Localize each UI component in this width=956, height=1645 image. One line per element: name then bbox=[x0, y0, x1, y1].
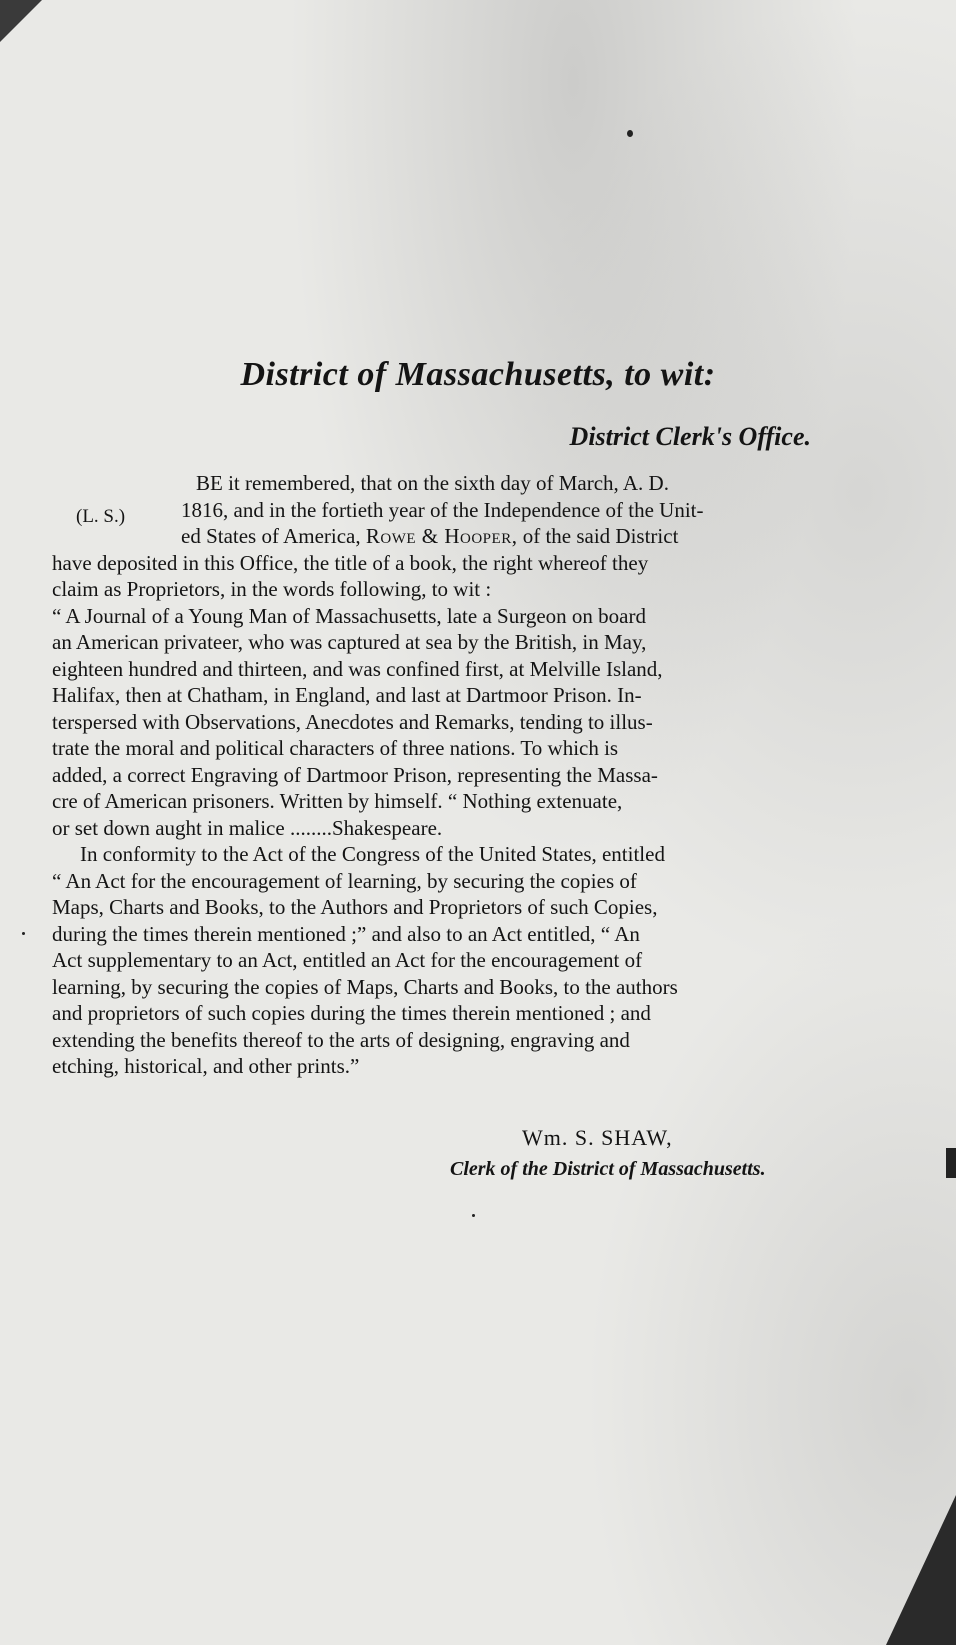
text-line: In conformity to the Act of the Congress of the United States, entitled bbox=[80, 842, 665, 866]
text-line: or set down aught in malice ........Shakespeare. bbox=[52, 816, 443, 840]
text-line: an American privateer, who was captured at sea by the British, in May, bbox=[52, 630, 647, 654]
text-line: terspersed with Observations, Anecdotes and Remarks, tending to illus- bbox=[52, 710, 653, 734]
text-line: during the times therein mentioned ;” and also to an Act entitled, “ An bbox=[52, 922, 640, 946]
text-line: eighteen hundred and thirteen, and was confined first, at Melville Island, bbox=[52, 657, 663, 681]
text-line: trate the moral and political characters of three nations. To which is bbox=[52, 736, 619, 760]
ink-speck bbox=[22, 932, 25, 935]
office-heading: District Clerk's Office. bbox=[569, 422, 811, 451]
text-line bbox=[181, 523, 678, 549]
text-line: 1816, and in the fortieth year of the Independence of the Unit- bbox=[181, 498, 704, 522]
ink-speck bbox=[472, 1214, 475, 1217]
page-corner-shadow bbox=[886, 1495, 956, 1645]
signer-name: Wm. S. SHAW, bbox=[522, 1125, 673, 1150]
text-line: have deposited in this Office, the title of a book, the right whereof they bbox=[52, 551, 649, 575]
text-line: Act supplementary to an Act, entitled an Act for the encouragement of bbox=[52, 948, 643, 972]
text-line: extending the benefits thereof to the arts of designing, engraving and bbox=[52, 1028, 630, 1052]
page-corner-shadow bbox=[0, 0, 42, 42]
text-line: etching, historical, and other prints.” bbox=[52, 1054, 360, 1078]
publisher-name: Rowe & Hooper, bbox=[365, 524, 518, 548]
text-fragment: of the said District bbox=[522, 524, 679, 548]
page-heading: District of Massachusetts, to wit: bbox=[240, 356, 716, 393]
seal-mark: (L. S.) bbox=[76, 506, 126, 527]
text-line: Maps, Charts and Books, to the Authors and Proprietors of such Copies, bbox=[52, 895, 658, 919]
ink-speck bbox=[627, 130, 633, 137]
text-line: cre of American prisoners. Written by himself. “ Nothing extenuate, bbox=[52, 789, 623, 813]
text-line: “ A Journal of a Young Man of Massachusetts, late a Surgeon on board bbox=[52, 604, 646, 628]
text-line: added, a correct Engraving of Dartmoor Prison, representing the Massa- bbox=[52, 763, 658, 787]
text-line: and proprietors of such copies during the times therein mentioned ; and bbox=[52, 1001, 651, 1025]
text-line: “ An Act for the encouragement of learning, by securing the copies of bbox=[52, 869, 637, 893]
text-line: claim as Proprietors, in the words following, to wit : bbox=[52, 577, 492, 601]
text-line: BE it remembered, that on the sixth day of March, A. D. bbox=[196, 471, 669, 495]
text-fragment: ed States of America, bbox=[181, 524, 361, 548]
text-line: learning, by securing the copies of Maps, Charts and Books, to the authors bbox=[52, 975, 678, 999]
edge-mark bbox=[946, 1148, 956, 1178]
text-line: Halifax, then at Chatham, in England, and last at Dartmoor Prison. In- bbox=[52, 683, 642, 707]
signer-title: Clerk of the District of Massachusetts. bbox=[450, 1158, 766, 1180]
